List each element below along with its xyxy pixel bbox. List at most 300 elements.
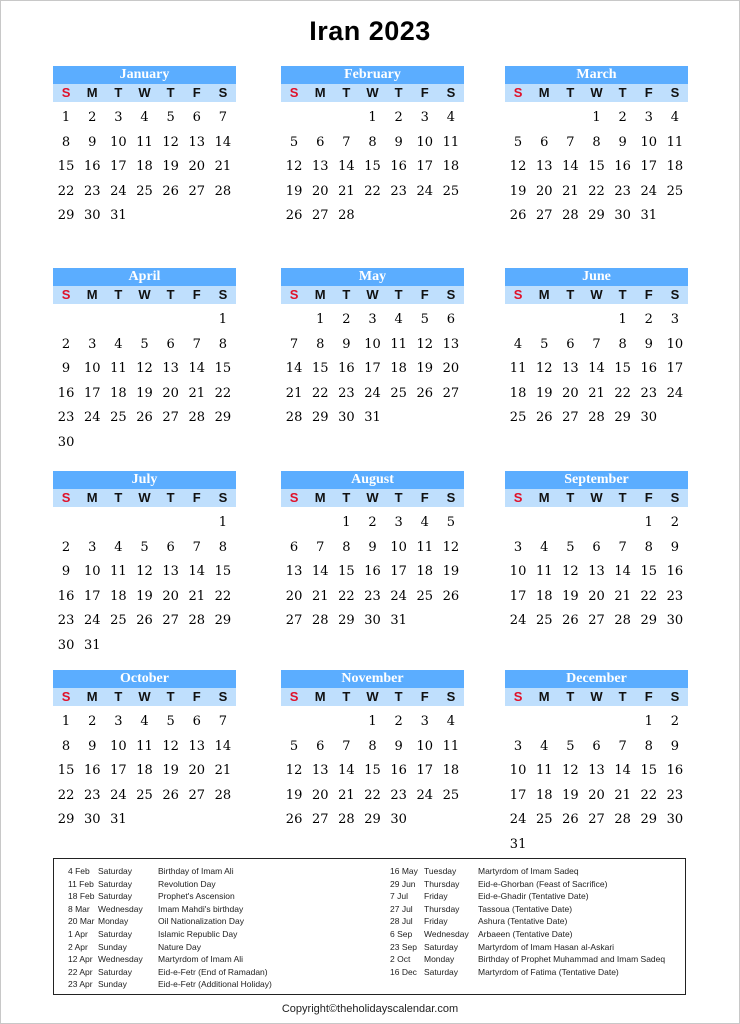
- day-cell: 18: [136, 159, 153, 174]
- day-cell: 24: [83, 410, 101, 425]
- holiday-weekday: Saturday: [98, 866, 133, 876]
- day-cell: 25: [110, 410, 127, 425]
- day-cell: 24: [640, 183, 658, 199]
- day-cell: 16: [57, 385, 75, 401]
- empty-cell: [184, 308, 210, 333]
- holiday-row: [68, 865, 388, 878]
- day-cell: 20: [311, 787, 329, 803]
- day-cell: 6: [566, 336, 575, 352]
- day-grid: [281, 507, 464, 634]
- day-cell: 19: [509, 183, 527, 199]
- holiday-date: 27 Jul: [390, 903, 413, 914]
- day-cell: 22: [588, 183, 605, 199]
- day-cell: 28: [338, 208, 355, 223]
- day-cell: 7: [618, 539, 627, 555]
- day-cell: 5: [446, 515, 456, 530]
- day-cell: 3: [513, 738, 523, 754]
- holiday-row: [68, 903, 388, 916]
- day-cell: 17: [110, 763, 127, 778]
- day-cell: 11: [442, 134, 460, 150]
- day-cell: 13: [188, 738, 206, 754]
- day-cell: 22: [614, 385, 631, 401]
- day-cell: 3: [394, 515, 403, 530]
- weekday-label: W: [366, 85, 379, 100]
- day-cell: 16: [390, 763, 407, 778]
- day-cell: 17: [416, 159, 434, 174]
- day-cell: 21: [614, 588, 631, 604]
- weekday-label: T: [618, 490, 627, 505]
- day-cell: 21: [311, 588, 329, 604]
- day-cell: 8: [592, 134, 601, 150]
- day-cell: 2: [61, 539, 71, 555]
- day-cell: 5: [289, 134, 299, 150]
- day-cell: 11: [136, 134, 153, 150]
- day-cell: 13: [588, 564, 605, 579]
- holiday-list: [53, 858, 686, 995]
- day-cell: 24: [509, 613, 527, 628]
- day-cell: 28: [562, 208, 579, 223]
- day-cell: 23: [666, 588, 684, 604]
- day-cell: 24: [416, 787, 434, 803]
- day-cell: 20: [588, 588, 605, 604]
- day-cell: 9: [670, 738, 680, 754]
- weekday-label: S: [289, 85, 299, 100]
- day-cell: 5: [513, 134, 523, 150]
- day-cell: 16: [338, 361, 355, 376]
- weekday-label: T: [342, 689, 351, 704]
- day-cell: 2: [394, 714, 403, 729]
- holiday-row: [390, 878, 688, 891]
- weekday-header: [53, 286, 236, 304]
- day-cell: 22: [57, 183, 75, 199]
- day-cell: 21: [338, 787, 355, 803]
- day-cell: 15: [214, 361, 232, 376]
- weekday-header: [505, 688, 688, 706]
- day-cell: 31: [110, 812, 127, 827]
- day-cell: 6: [316, 134, 325, 150]
- day-cell: 18: [136, 763, 153, 778]
- weekday-label: S: [61, 490, 71, 505]
- day-cell: 25: [390, 385, 407, 401]
- day-cell: 12: [442, 539, 460, 555]
- day-cell: 11: [110, 361, 127, 376]
- month-name: September: [505, 471, 688, 489]
- weekday-label: S: [513, 689, 523, 704]
- day-cell: 25: [535, 613, 553, 628]
- day-cell: 8: [61, 738, 71, 754]
- day-cell: 2: [394, 110, 403, 125]
- day-cell: 9: [670, 539, 680, 555]
- weekday-label: S: [289, 689, 299, 704]
- day-cell: 9: [394, 134, 403, 150]
- day-cell: 20: [535, 183, 553, 199]
- day-cell: 12: [535, 361, 553, 376]
- day-cell: 14: [338, 763, 355, 778]
- day-cell: 27: [588, 613, 605, 628]
- day-cell: 5: [140, 539, 149, 555]
- day-cell: 24: [110, 183, 127, 199]
- day-cell: 14: [614, 763, 631, 778]
- holiday-date: 2 Apr: [68, 941, 88, 952]
- empty-cell: [281, 308, 307, 333]
- weekday-label: T: [618, 287, 627, 302]
- holiday-row: [68, 978, 388, 991]
- day-cell: 17: [416, 763, 434, 778]
- day-cell: 22: [214, 588, 232, 604]
- weekday-label: F: [192, 287, 201, 302]
- day-cell: 5: [540, 336, 549, 352]
- day-cell: 31: [640, 208, 658, 223]
- holiday-date: 4 Feb: [68, 866, 90, 876]
- empty-cell: [505, 511, 531, 536]
- day-cell: 3: [420, 110, 429, 125]
- holiday-date: 1 Apr: [68, 928, 88, 939]
- holiday-row: [390, 903, 688, 916]
- weekday-label: M: [86, 287, 98, 302]
- day-cell: 1: [61, 714, 71, 729]
- empty-cell: [531, 308, 557, 333]
- weekday-header: [281, 286, 464, 304]
- day-cell: 23: [57, 613, 75, 628]
- day-cell: 25: [535, 812, 553, 827]
- day-cell: 15: [614, 361, 631, 376]
- day-cell: 31: [509, 836, 527, 852]
- day-cell: 9: [644, 336, 653, 352]
- day-cell: 18: [442, 159, 460, 174]
- empty-cell: [184, 511, 210, 536]
- day-cell: 6: [166, 539, 175, 555]
- day-cell: 27: [562, 410, 579, 425]
- empty-cell: [281, 710, 307, 735]
- weekday-label: T: [394, 689, 403, 704]
- day-cell: 8: [218, 336, 228, 352]
- day-cell: 29: [614, 410, 631, 425]
- day-cell: 4: [670, 110, 680, 125]
- day-cell: 22: [640, 588, 658, 604]
- day-cell: 26: [535, 410, 553, 425]
- day-cell: 16: [390, 159, 407, 174]
- day-cell: 2: [88, 110, 97, 125]
- day-grid: [281, 706, 464, 833]
- month-name: June: [505, 268, 688, 286]
- weekday-label: M: [538, 287, 550, 302]
- empty-cell: [53, 308, 79, 333]
- weekday-label: T: [114, 689, 123, 704]
- month-name: March: [505, 66, 688, 84]
- day-cell: 18: [110, 385, 127, 401]
- weekday-label: S: [218, 85, 228, 100]
- weekday-label: T: [394, 85, 403, 100]
- weekday-header: [505, 84, 688, 102]
- day-cell: 6: [289, 539, 299, 555]
- day-cell: 29: [640, 613, 658, 628]
- day-cell: 29: [338, 613, 355, 628]
- holiday-name: Martyrdom of Imam Sadeq: [478, 866, 579, 876]
- day-cell: 21: [285, 385, 303, 401]
- weekday-label: T: [166, 689, 175, 704]
- day-cell: 28: [188, 410, 206, 425]
- day-cell: 15: [311, 361, 329, 376]
- day-cell: 15: [338, 564, 355, 579]
- weekday-label: M: [314, 490, 326, 505]
- day-cell: 19: [562, 588, 579, 604]
- day-cell: 8: [316, 336, 325, 352]
- day-grid: [53, 304, 236, 455]
- weekday-label: M: [538, 689, 550, 704]
- weekday-label: S: [513, 85, 523, 100]
- day-cell: 26: [416, 385, 434, 401]
- day-cell: 13: [162, 361, 179, 376]
- day-cell: 19: [535, 385, 553, 401]
- day-cell: 24: [416, 183, 434, 199]
- holiday-date: 6 Sep: [390, 928, 413, 939]
- holiday-name: Islamic Republic Day: [158, 928, 238, 939]
- weekday-label: F: [644, 490, 653, 505]
- day-cell: 7: [316, 539, 325, 555]
- day-cell: 25: [110, 613, 127, 628]
- day-cell: 1: [644, 515, 653, 530]
- day-cell: 16: [57, 588, 75, 604]
- day-cell: 11: [535, 564, 553, 579]
- empty-cell: [333, 106, 359, 131]
- day-grid: [505, 102, 688, 229]
- empty-cell: [158, 308, 184, 333]
- month-name: July: [53, 471, 236, 489]
- day-cell: 30: [57, 434, 75, 450]
- month-name: February: [281, 66, 464, 84]
- day-cell: 30: [83, 812, 101, 827]
- month-name: May: [281, 268, 464, 286]
- weekday-label: W: [590, 490, 603, 505]
- holiday-date: 12 Apr: [68, 954, 93, 965]
- month-august: [281, 471, 464, 634]
- day-cell: 14: [614, 564, 631, 579]
- day-cell: 7: [218, 714, 228, 729]
- day-cell: 8: [368, 738, 377, 754]
- empty-cell: [531, 511, 557, 536]
- day-cell: 30: [666, 613, 684, 628]
- day-cell: 6: [192, 714, 201, 729]
- weekday-label: T: [166, 490, 175, 505]
- weekday-label: W: [138, 490, 151, 505]
- day-cell: 25: [442, 183, 460, 199]
- holiday-weekday: Saturday: [98, 878, 133, 889]
- day-cell: 7: [192, 336, 201, 352]
- day-cell: 12: [136, 361, 153, 376]
- empty-cell: [505, 308, 531, 333]
- day-cell: 15: [214, 564, 232, 579]
- day-cell: 25: [442, 787, 460, 803]
- holiday-name: Eid-e-Fetr (Additional Holiday): [158, 979, 272, 990]
- holiday-row: [68, 890, 388, 903]
- day-cell: 4: [394, 312, 403, 327]
- day-cell: 31: [83, 637, 101, 653]
- day-cell: 16: [364, 564, 381, 579]
- day-cell: 29: [311, 410, 329, 425]
- month-june: [505, 268, 688, 431]
- weekday-header: [53, 84, 236, 102]
- day-cell: 3: [644, 110, 653, 125]
- weekday-label: S: [289, 490, 299, 505]
- day-cell: 12: [162, 134, 179, 150]
- holiday-row: [68, 928, 388, 941]
- day-cell: 18: [110, 588, 127, 604]
- weekday-label: W: [366, 490, 379, 505]
- day-cell: 23: [614, 183, 631, 199]
- day-cell: 2: [368, 515, 377, 530]
- day-cell: 9: [88, 134, 97, 150]
- day-cell: 9: [394, 738, 403, 754]
- weekday-header: [53, 688, 236, 706]
- day-cell: 7: [342, 738, 351, 754]
- day-cell: 10: [83, 361, 101, 376]
- day-cell: 9: [618, 134, 627, 150]
- holiday-weekday: Thursday: [424, 903, 460, 914]
- month-name: August: [281, 471, 464, 489]
- day-cell: 6: [446, 312, 456, 327]
- weekday-label: S: [513, 490, 523, 505]
- weekday-label: F: [420, 85, 429, 100]
- day-cell: 15: [640, 763, 658, 778]
- day-cell: 22: [57, 787, 75, 803]
- day-cell: 8: [644, 738, 653, 754]
- day-cell: 27: [162, 410, 179, 425]
- weekday-label: T: [566, 490, 575, 505]
- holiday-weekday: Wednesday: [98, 903, 143, 914]
- day-cell: 18: [442, 763, 460, 778]
- holiday-row: [390, 865, 688, 878]
- holiday-weekday: Friday: [424, 916, 448, 927]
- day-cell: 19: [416, 361, 434, 376]
- day-cell: 10: [416, 134, 434, 150]
- day-cell: 20: [442, 361, 460, 376]
- day-cell: 10: [640, 134, 658, 150]
- weekday-label: S: [670, 287, 680, 302]
- day-cell: 24: [390, 588, 407, 604]
- day-cell: 17: [110, 159, 127, 174]
- day-cell: 25: [136, 787, 153, 803]
- weekday-label: M: [538, 490, 550, 505]
- day-cell: 9: [342, 336, 351, 352]
- holiday-weekday: Wednesday: [424, 928, 469, 939]
- holiday-date: 11 Feb: [68, 878, 94, 889]
- holiday-column-right: [390, 865, 688, 978]
- day-cell: 28: [614, 812, 631, 827]
- day-cell: 2: [618, 110, 627, 125]
- weekday-header: [53, 489, 236, 507]
- day-grid: [53, 102, 236, 229]
- day-cell: 21: [214, 763, 232, 778]
- day-cell: 11: [442, 738, 460, 754]
- empty-cell: [557, 511, 583, 536]
- weekday-label: T: [166, 85, 175, 100]
- weekday-label: S: [446, 287, 456, 302]
- day-cell: 12: [562, 763, 579, 778]
- day-cell: 19: [285, 787, 303, 803]
- day-cell: 17: [509, 787, 527, 803]
- day-cell: 19: [136, 588, 153, 604]
- day-cell: 20: [162, 588, 179, 604]
- holiday-name: Birthday of Imam Ali: [158, 866, 234, 876]
- day-cell: 14: [285, 361, 303, 376]
- holiday-name: Imam Mahdi's birthday: [158, 903, 244, 914]
- day-cell: 10: [666, 336, 684, 352]
- day-cell: 12: [136, 564, 153, 579]
- day-cell: 20: [188, 159, 206, 174]
- day-cell: 22: [311, 385, 329, 401]
- holiday-weekday: Saturday: [424, 941, 459, 952]
- holiday-name: Arbaeen (Tentative Date): [478, 928, 573, 939]
- day-cell: 1: [592, 110, 601, 125]
- day-cell: 12: [562, 564, 579, 579]
- day-cell: 1: [368, 714, 377, 729]
- day-cell: 21: [214, 159, 232, 174]
- holiday-name: Eid-e-Fetr (End of Ramadan): [158, 966, 268, 977]
- day-cell: 25: [416, 588, 434, 604]
- day-cell: 4: [140, 714, 149, 729]
- day-cell: 1: [218, 515, 228, 530]
- day-cell: 4: [114, 539, 123, 555]
- weekday-label: M: [86, 689, 98, 704]
- day-cell: 20: [162, 385, 179, 401]
- day-cell: 16: [83, 159, 101, 174]
- empty-cell: [131, 511, 157, 536]
- day-cell: 9: [61, 361, 71, 376]
- weekday-header: [505, 489, 688, 507]
- day-cell: 12: [285, 763, 303, 778]
- empty-cell: [583, 511, 609, 536]
- holiday-row: [390, 928, 688, 941]
- day-cell: 13: [188, 134, 206, 150]
- day-cell: 26: [162, 787, 179, 803]
- day-grid: [505, 507, 688, 634]
- month-january: [53, 66, 236, 229]
- day-cell: 28: [614, 613, 631, 628]
- day-cell: 24: [83, 613, 101, 628]
- weekday-label: M: [314, 287, 326, 302]
- empty-cell: [557, 710, 583, 735]
- holiday-row: [390, 966, 688, 979]
- holiday-date: 2 Oct: [390, 954, 411, 965]
- month-name: December: [505, 670, 688, 688]
- holiday-date: 16 May: [390, 866, 418, 876]
- day-cell: 17: [666, 361, 684, 376]
- day-cell: 11: [390, 336, 407, 352]
- day-grid: [281, 304, 464, 431]
- day-cell: 8: [368, 134, 377, 150]
- holiday-date: 23 Apr: [68, 979, 93, 990]
- day-cell: 31: [390, 613, 407, 628]
- empty-cell: [105, 308, 131, 333]
- day-cell: 11: [416, 539, 434, 555]
- day-cell: 23: [390, 183, 407, 199]
- day-grid: [53, 706, 236, 833]
- day-cell: 14: [214, 738, 232, 754]
- day-cell: 14: [562, 159, 579, 174]
- month-april: [53, 268, 236, 455]
- holiday-name: Oil Nationalization Day: [158, 916, 244, 927]
- empty-cell: [610, 511, 636, 536]
- holiday-date: 20 Mar: [68, 916, 95, 927]
- day-cell: 15: [364, 159, 381, 174]
- day-cell: 18: [390, 361, 407, 376]
- day-cell: 3: [88, 336, 97, 352]
- day-cell: 4: [540, 539, 549, 555]
- day-cell: 19: [442, 564, 460, 579]
- day-cell: 3: [513, 539, 523, 555]
- holiday-date: 7 Jul: [390, 891, 408, 902]
- day-cell: 21: [562, 183, 579, 199]
